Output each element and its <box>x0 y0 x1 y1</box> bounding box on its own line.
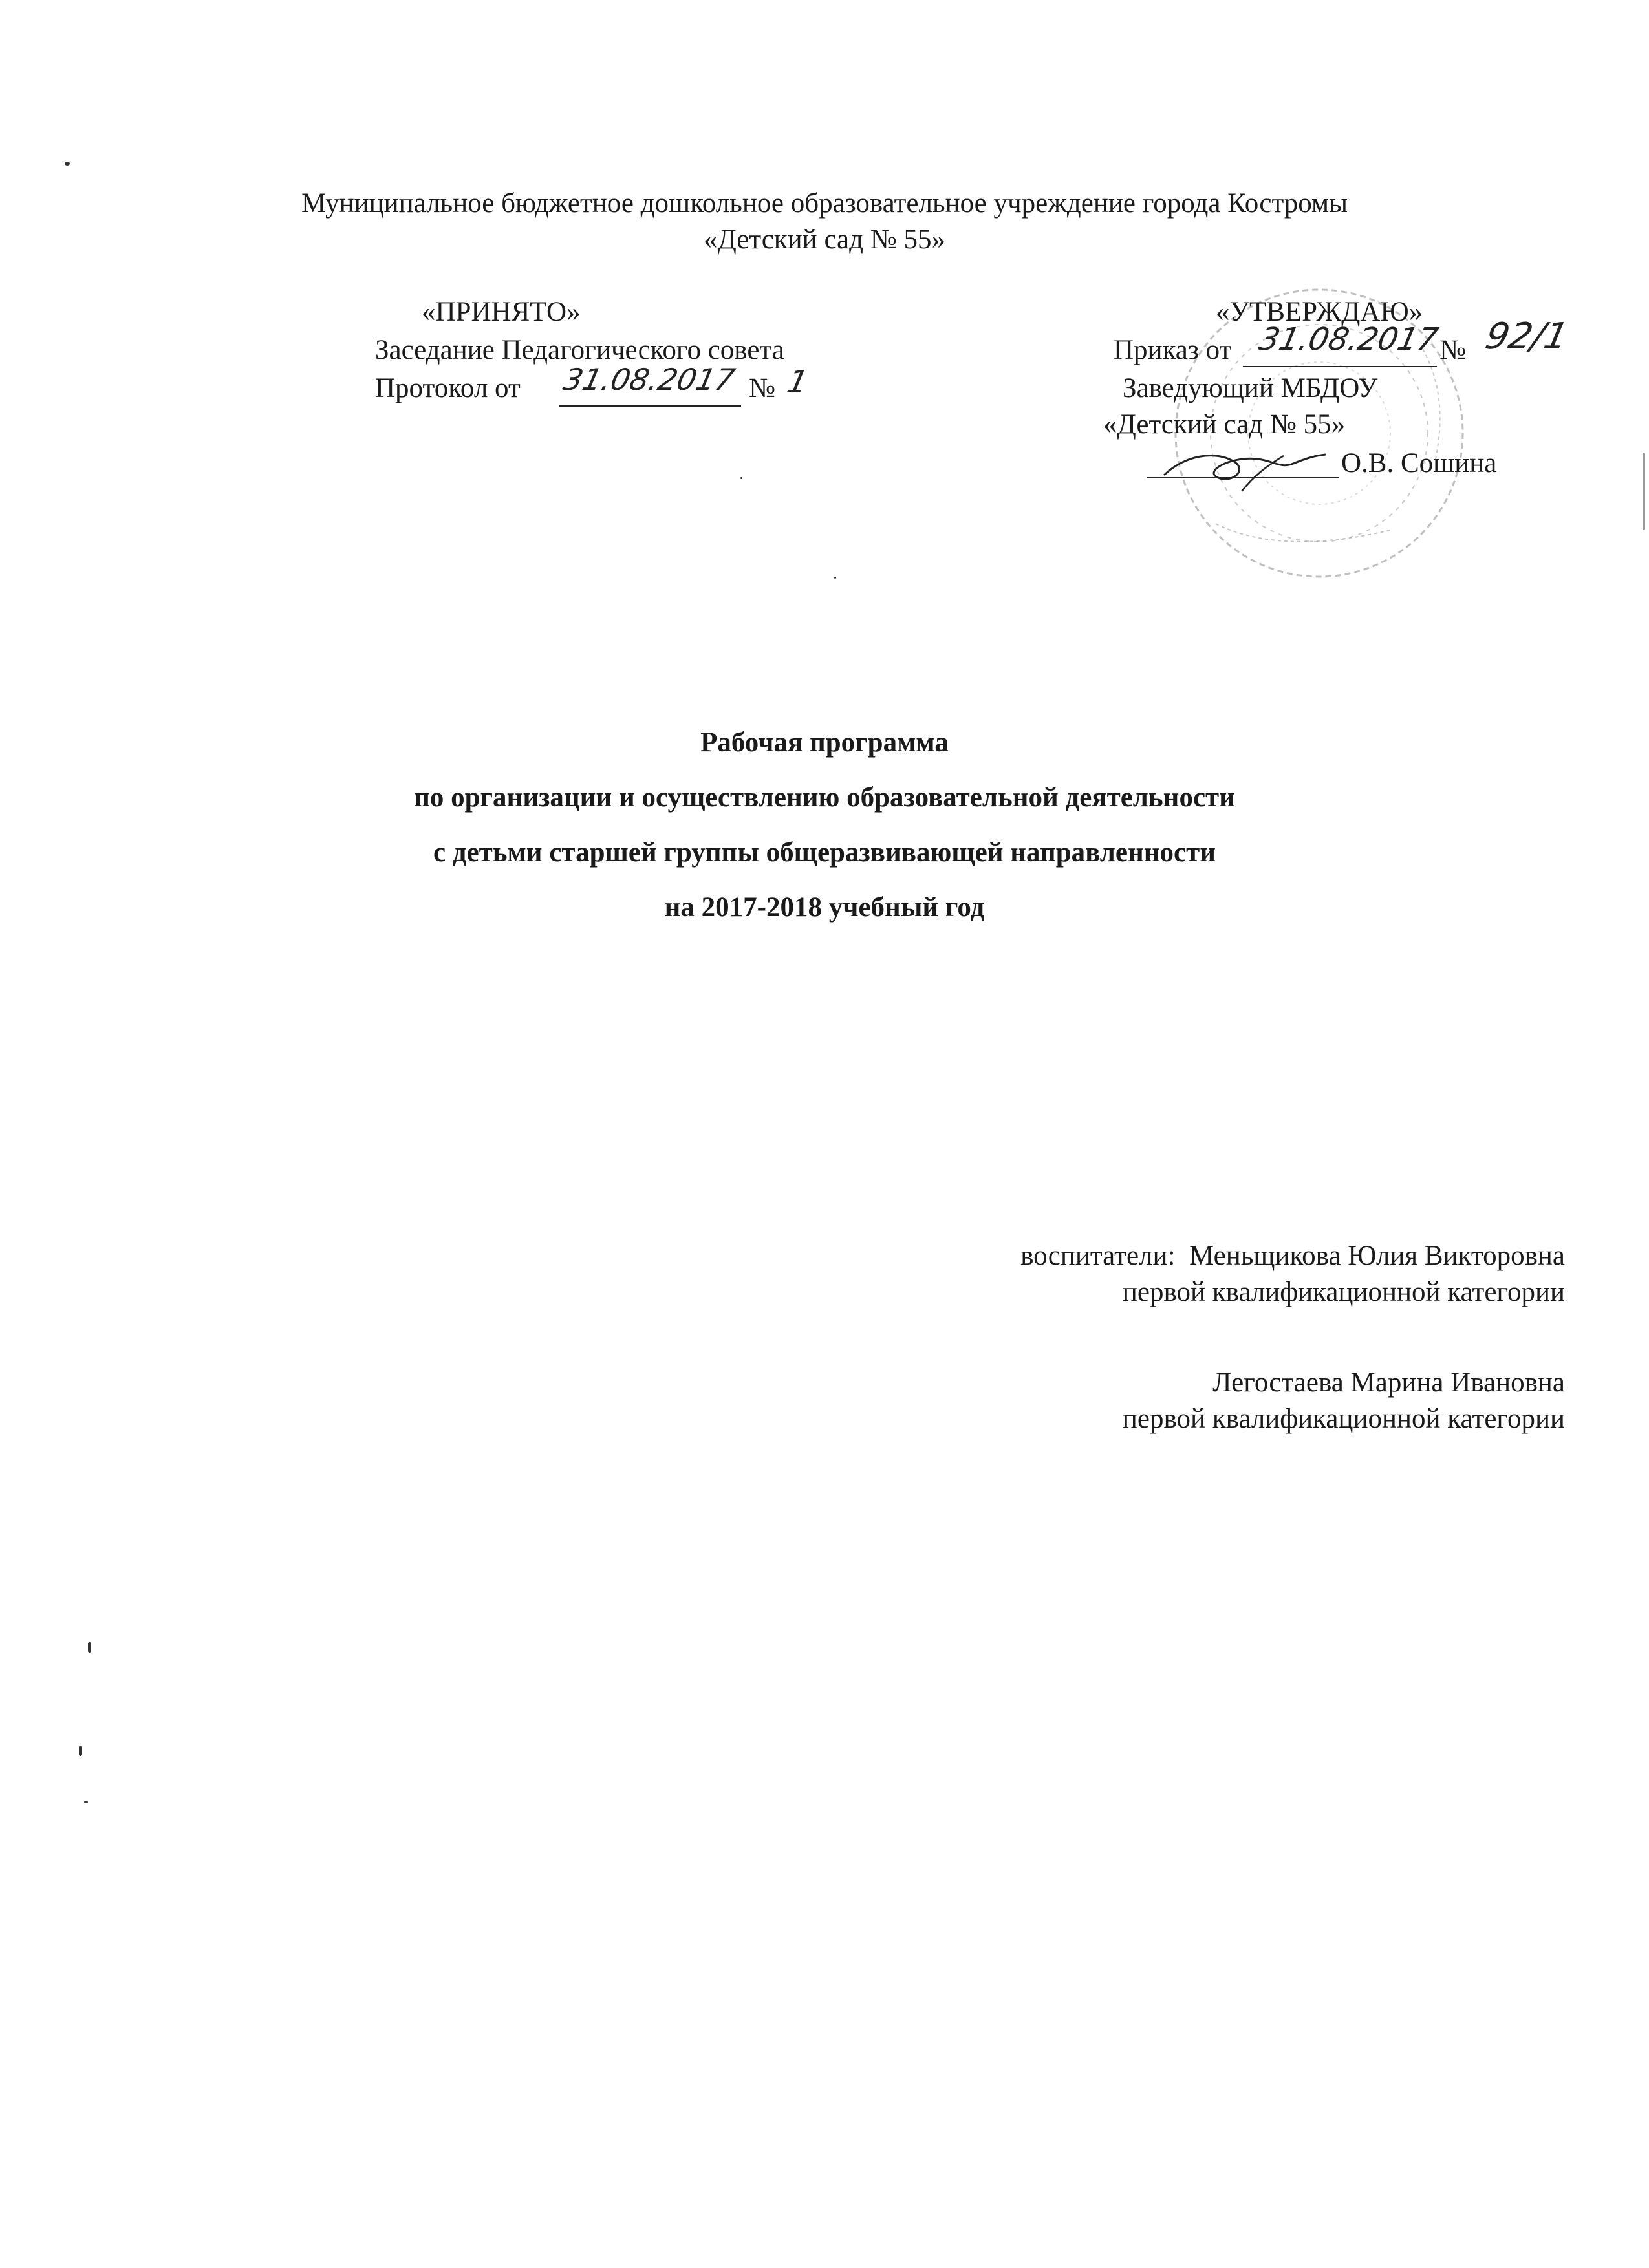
order-prefix: Приказ от <box>1114 335 1232 365</box>
order-date-underline <box>1243 366 1437 367</box>
order-number-label: № <box>1439 335 1467 365</box>
teacher1-name: Меньщикова Юлия Викторовна <box>1189 1241 1565 1271</box>
handwritten-signature <box>1145 430 1339 501</box>
approved-org: «Детский сад № 55» <box>1103 409 1346 440</box>
scan-speck <box>740 477 742 479</box>
signature-underline <box>1147 477 1339 478</box>
program-title-line3: с детьми старшей группы общеразвивающей направленности <box>433 837 1216 868</box>
program-title-line1: Рабочая программа <box>700 727 949 758</box>
program-title-line4: на 2017-2018 учебный год <box>664 892 985 923</box>
protocol-number-handwritten: 1 <box>784 364 812 400</box>
protocol-date-underline <box>559 405 741 407</box>
protocol-number-label: № <box>749 373 776 403</box>
order-number-handwritten: 92/1 <box>1482 316 1572 358</box>
approved-title: «УТВЕРЖДАЮ» <box>1216 297 1423 327</box>
authors-label: воспитатели: <box>1020 1241 1176 1271</box>
scan-edge-mark <box>1643 453 1645 530</box>
protocol-date-handwritten: 31.08.2017 <box>560 362 738 397</box>
authors-line1 <box>0 1239 1565 1274</box>
teacher2-name: Легостаева Марина Ивановна <box>1212 1367 1565 1398</box>
scan-speck <box>65 162 70 166</box>
order-date-handwritten: 31.08.2017 <box>1256 321 1441 358</box>
scan-speck <box>834 577 836 579</box>
teacher1-category: первой квалификационной категории <box>1122 1277 1565 1307</box>
institution-name-line1: Муниципальное бюджетное дошкольное образовательное учреждение города Костромы <box>301 188 1348 219</box>
approved-signer: О.В. Сошина <box>1341 448 1497 478</box>
scan-speck <box>79 1746 82 1756</box>
protocol-prefix: Протокол от <box>375 373 521 403</box>
teacher2-category: первой квалификационной категории <box>1122 1404 1565 1434</box>
institution-name-line2: «Детский сад № 55» <box>703 224 946 255</box>
scan-speck <box>84 1801 88 1803</box>
accepted-title: «ПРИНЯТО» <box>422 297 581 327</box>
approved-position: Заведующий МБДОУ <box>1123 373 1378 403</box>
program-title-line2: по организации и осуществлению образовательной деятельности <box>414 782 1235 813</box>
scan-speck <box>88 1642 91 1653</box>
accepted-meeting: Заседание Педагогического совета <box>375 335 784 365</box>
